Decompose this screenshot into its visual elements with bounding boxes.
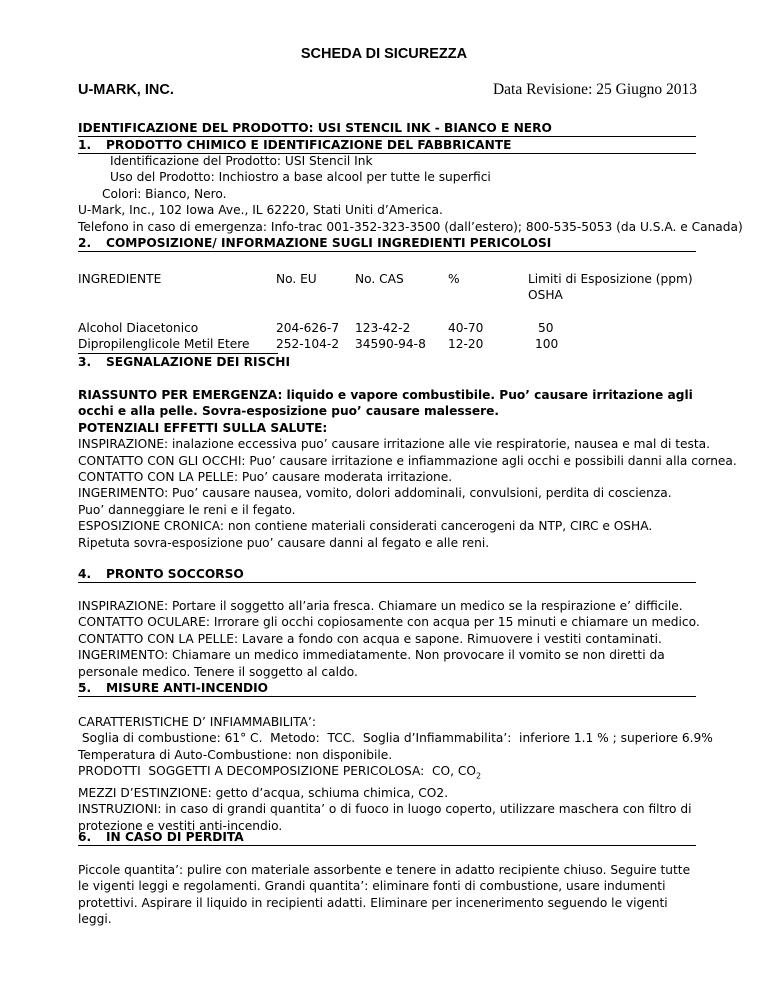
section-4-body xyxy=(78,598,700,680)
column-header-osha: OSHA xyxy=(528,288,563,302)
table-cell-percent: 12-20 xyxy=(448,337,484,351)
first-aid-inhalation: INSPIRAZIONE: Portare il soggetto all’aria fresca. Chiamare un medico se la respirazione e’ difficile. xyxy=(78,599,683,613)
effect-skin-contact: CONTATTO CON LA PELLE: Puo’ causare moderata irritazione. xyxy=(78,470,453,485)
column-header-ingredient: INGREDIENTE xyxy=(78,272,162,286)
product-colors-line: Colori: Bianco, Nero. xyxy=(102,186,227,201)
section-3-heading xyxy=(78,354,290,370)
section-2-heading xyxy=(78,235,696,252)
section-3-body xyxy=(78,387,737,551)
effect-inhalation: INSPIRAZIONE: inalazione eccessiva puo’ causare irritazione alle vie respiratorie, nausea e mal di testa. xyxy=(78,437,710,452)
company-address-line: U-Mark, Inc., 102 Iowa Ave., IL 62220, Stati Uniti d’America. xyxy=(78,203,443,218)
table-cell-cas: 34590-94-8 xyxy=(355,337,426,351)
spill-procedures-text: Piccole quantita’: pulire con materiale assorbente e tenere in adatto recipiente chiuso. Seguire tutte le vigenti leggi e regolamenti. Grandi quantita’: eliminare fonti di combustione, usare indumenti protettivi. Aspirare il liquido in recipienti adatti. Eliminare per incenerimento seguendo le vigenti leggi. xyxy=(78,863,691,927)
table-cell-ingredient: Dipropilenglicole Metil Etere xyxy=(78,337,250,351)
section-5-heading xyxy=(78,680,696,697)
decomposition-text: PRODOTTI SOGGETTI A DECOMPOSIZIONE PERICOLOSA: CO, CO xyxy=(78,764,476,779)
first-aid-ingestion: INGERIMENTO: Chiamare un medico immediatamente. Non provocare il vomito se non diretti da personale medico. Tenere il soggetto al caldo. xyxy=(78,648,665,679)
section-6-heading xyxy=(78,829,696,846)
effect-eye-contact: CONTATTO CON GLI OCCHI: Puo’ causare irritazione e infiammazione agli occhi e possibili danni alla cornea. xyxy=(78,453,737,468)
table-cell-percent: 40-70 xyxy=(448,321,484,335)
table-cell-osha: 50 xyxy=(538,321,554,335)
effect-ingestion: INGERIMENTO: Puo’ causare nausea, vomito, dolori addominali, convulsioni, perdita di coscienza. Puo’ danneggiare le reni e il fegato. xyxy=(78,486,672,517)
section-number: 1. xyxy=(78,138,92,152)
table-cell-eu: 252-104-2 xyxy=(276,337,340,351)
extinguishing-media: MEZZI D’ESTINZIONE: getto d’acqua, schiuma chimica, CO2. xyxy=(78,786,448,801)
first-aid-eye-contact: CONTATTO OCULARE: Irrorare gli occhi copiosamente con acqua per 15 minuti e chiamare un medico. xyxy=(78,615,700,630)
company-name: U-MARK, INC. xyxy=(78,82,174,98)
column-header-limits: Limiti di Esposizione (ppm) xyxy=(528,272,693,286)
column-header-cas: No. CAS xyxy=(355,272,404,286)
emergency-phone-line: Telefono in caso di emergenza: Info-trac 001-352-323-3500 (dall’estero); 800-535-5053 (da U.S.A. e Canada) xyxy=(78,219,743,234)
section-4-heading xyxy=(78,566,696,583)
section-1-heading xyxy=(78,137,696,154)
table-cell-osha: 100 xyxy=(535,337,559,351)
table-cell-ingredient: Alcohol Diacetonico xyxy=(78,321,199,335)
product-name-line: Identificazione del Prodotto: USI Stencil Ink xyxy=(110,154,373,168)
auto-ignition-temperature: Temperatura di Auto-Combustione: non disponibile. xyxy=(78,747,393,762)
first-aid-skin-contact: CONTATTO CON LA PELLE: Lavare a fondo con acqua e sapone. Rimuovere i vestiti contaminati. xyxy=(78,631,662,646)
document-title: SCHEDA DI SICUREZZA xyxy=(300,46,468,62)
section-title: PRONTO SOCCORSO xyxy=(106,567,244,581)
health-effects-title: POTENZIALI EFFETTI SULLA SALUTE: xyxy=(78,420,328,435)
section-5-body xyxy=(78,714,713,834)
section-number: 2. xyxy=(78,236,92,250)
emergency-summary: RIASSUNTO PER EMERGENZA: liquido e vapore combustibile. Puo’ causare irritazione agli occhi e alla pelle. Sovra-esposizione puo’ causare malessere. xyxy=(78,388,693,419)
hazardous-decomposition xyxy=(78,763,700,785)
section-title: MISURE ANTI-INCENDIO xyxy=(106,681,269,695)
section-number: 6. xyxy=(78,830,92,844)
product-use-line: Uso del Prodotto: Inchiostro a base alcool per tutte le superfici xyxy=(110,170,491,185)
firefighting-instructions: INSTRUZIONI: in caso di grandi quantita’ o di fuoco in luogo coperto, utilizzare maschera con filtro di protezione e vestiti anti-incendio. xyxy=(78,802,692,833)
column-header-percent: % xyxy=(448,272,460,286)
section-number: 3. xyxy=(78,355,92,369)
flammability-details: Soglia di combustione: 61° C. Metodo: TCC. Soglia d’Infiammabilita’: inferiore 1.1 % ; superiore 6.9% xyxy=(78,731,713,746)
section-title: SEGNALAZIONE DEI RISCHI xyxy=(106,355,291,369)
section-title: PRODOTTO CHIMICO E IDENTIFICAZIONE DEL FABBRICANTE xyxy=(106,138,512,152)
section-number: 5. xyxy=(78,681,92,695)
table-cell-cas: 123-42-2 xyxy=(355,321,411,335)
revision-date: Data Revisione: 25 Giugno 2013 xyxy=(492,81,697,98)
product-identification: IDENTIFICAZIONE DEL PRODOTTO: USI STENCIL INK - BIANCO E NERO xyxy=(78,121,552,135)
effect-chronic-exposure: ESPOSIZIONE CRONICA: non contiene materiali considerati cancerogeni da NTP, CIRC e OSHA. Ripetuta sovra-esposizione puo’ causare danni al fegato e alle reni. xyxy=(78,519,653,550)
decomposition-subscript: 2 xyxy=(475,771,482,781)
section-1-body xyxy=(78,153,743,235)
section-title: IN CASO DI PERDITA xyxy=(106,830,244,844)
flammability-title: CARATTERISTICHE D’ INFIAMMABILITA’: xyxy=(78,715,316,729)
section-title: COMPOSIZIONE/ INFORMAZIONE SUGLI INGREDIENTI PERICOLOSI xyxy=(106,236,552,250)
section-number: 4. xyxy=(78,567,92,581)
table-cell-eu: 204-626-7 xyxy=(276,321,340,335)
column-header-eu: No. EU xyxy=(276,272,317,286)
